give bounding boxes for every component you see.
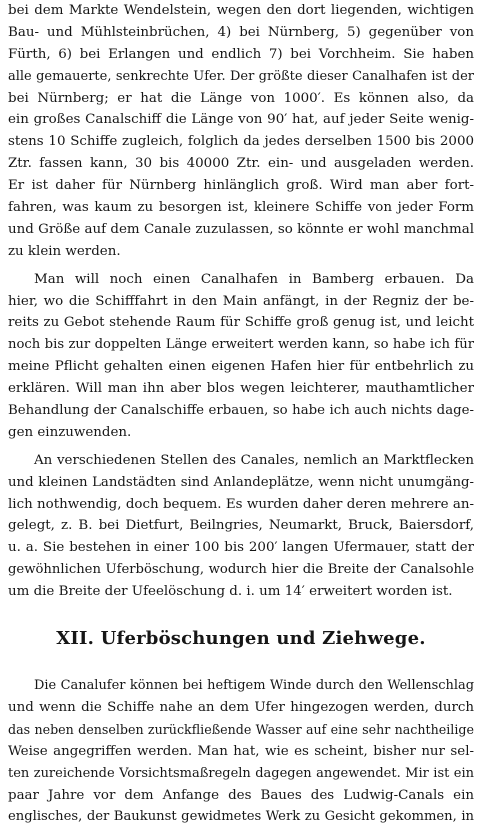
- text-line: Weise angegriffen werden. Man hat, wie es scheint, bisher nur sel-: [8, 743, 474, 759]
- text-line: Behandlung der Canalschiffe erbauen, so habe ich auch nichts dage-: [8, 403, 474, 419]
- text-line: gen einzuwenden.: [8, 424, 132, 440]
- text-line: Er ist daher für Nürnberg hinlänglich groß. Wird man aber fort-: [8, 178, 474, 194]
- text-line: An verschiedenen Stellen des Canales, nemlich an Marktflecken: [34, 452, 474, 468]
- text-line: und wenn die Schiffe nahe an dem Ufer hingezogen werden, durch: [8, 699, 474, 715]
- text-line: lich nothwendig, doch bequem. Es wurden daher deren mehrere an-: [8, 496, 474, 512]
- text-line: paar Jahre vor dem Anfange des Baues des Ludwig-Canals ein: [8, 787, 474, 803]
- paragraph-canal-banks: [8, 675, 474, 828]
- text-line: ten zureichende Vorsichtsmaßregeln dagegen angewendet. Mir ist ein: [8, 765, 474, 781]
- text-line: hier, wo die Schifffahrt in den Main anfängt, in der Regniz der be-: [8, 293, 474, 309]
- text-line: und kleinen Landstädten sind Anlandeplätze, wenn nicht unumgäng-: [8, 474, 474, 490]
- text-line: um die Breite der Ufeelöschung d. i. um 14′ erweitert worden ist.: [8, 584, 453, 600]
- text-line: noch bis zur doppelten Länge erweitert werden kann, so habe ich für: [8, 337, 474, 353]
- paragraph-bamberg-harbour: [8, 269, 474, 444]
- paragraph-landing-places: [8, 450, 474, 603]
- document-page: [8, 0, 474, 828]
- text-line: erklären. Will man ihn aber blos wegen leichterer, mauthamtlicher: [8, 381, 474, 397]
- text-line: u. a. Sie bestehen in einer 100 bis 200′ langen Ufermauer, statt der: [8, 540, 474, 556]
- section-heading: XII. Uferböschungen und Ziehwege.: [56, 628, 426, 650]
- text-line: und Größe auf dem Canale zuzulassen, so könnte er wohl manchmal: [8, 221, 474, 237]
- paragraph-canal-harbours: [8, 0, 474, 263]
- text-line: Die Canalufer können bei heftigem Winde durch den Wellenschlag: [34, 678, 474, 694]
- text-line: zu klein werden.: [8, 243, 121, 259]
- text-line: meine Pflicht gehalten einen eigenen Hafen hier für entbehrlich zu: [8, 359, 474, 375]
- text-line: gelegt, z. B. bei Dietfurt, Beilngries, Neumarkt, Bruck, Baiersdorf,: [8, 518, 474, 534]
- text-line: Ztr. fassen kann, 30 bis 40000 Ztr. ein- und ausgeladen werden.: [8, 156, 474, 172]
- text-line: englisches, der Baukunst gewidmetes Werk zu Gesicht gekommen, in: [8, 809, 474, 825]
- text-line: Fürth, 6) bei Erlangen und endlich 7) bei Vorchheim. Sie haben: [8, 46, 474, 62]
- text-line: stens 10 Schiffe zugleich, folglich da jedes derselben 1500 bis 2000: [8, 134, 474, 150]
- text-line: bei Nürnberg; er hat die Länge von 1000′. Es können also, da: [8, 90, 474, 106]
- text-line: ein großes Canalschiff die Länge von 90′ hat, auf jeder Seite wenig-: [8, 112, 474, 128]
- text-line: Bau- und Mühlsteinbrüchen, 4) bei Nürnberg, 5) gegenüber von: [8, 24, 474, 40]
- text-line: bei dem Markte Wendelstein, wegen den dort liegenden, wichtigen: [8, 3, 474, 18]
- text-line: gewöhnlichen Uferböschung, wodurch hier die Breite der Canalsohle: [8, 562, 474, 578]
- text-line: fahren, was kaum zu besorgen ist, kleinere Schiffe von jeder Form: [8, 200, 474, 216]
- text-line: reits zu Gebot stehende Raum für Schiffe groß genug ist, und leicht: [8, 315, 474, 331]
- text-line: das neben denselben zurückfließende Wasser auf eine sehr nachtheilige: [8, 721, 474, 737]
- text-line: Man will noch einen Canalhafen in Bamberg erbauen. Da: [34, 271, 474, 287]
- text-line: alle gemauerte, senkrechte Ufer. Der größte dieser Canalhafen ist der: [8, 68, 474, 84]
